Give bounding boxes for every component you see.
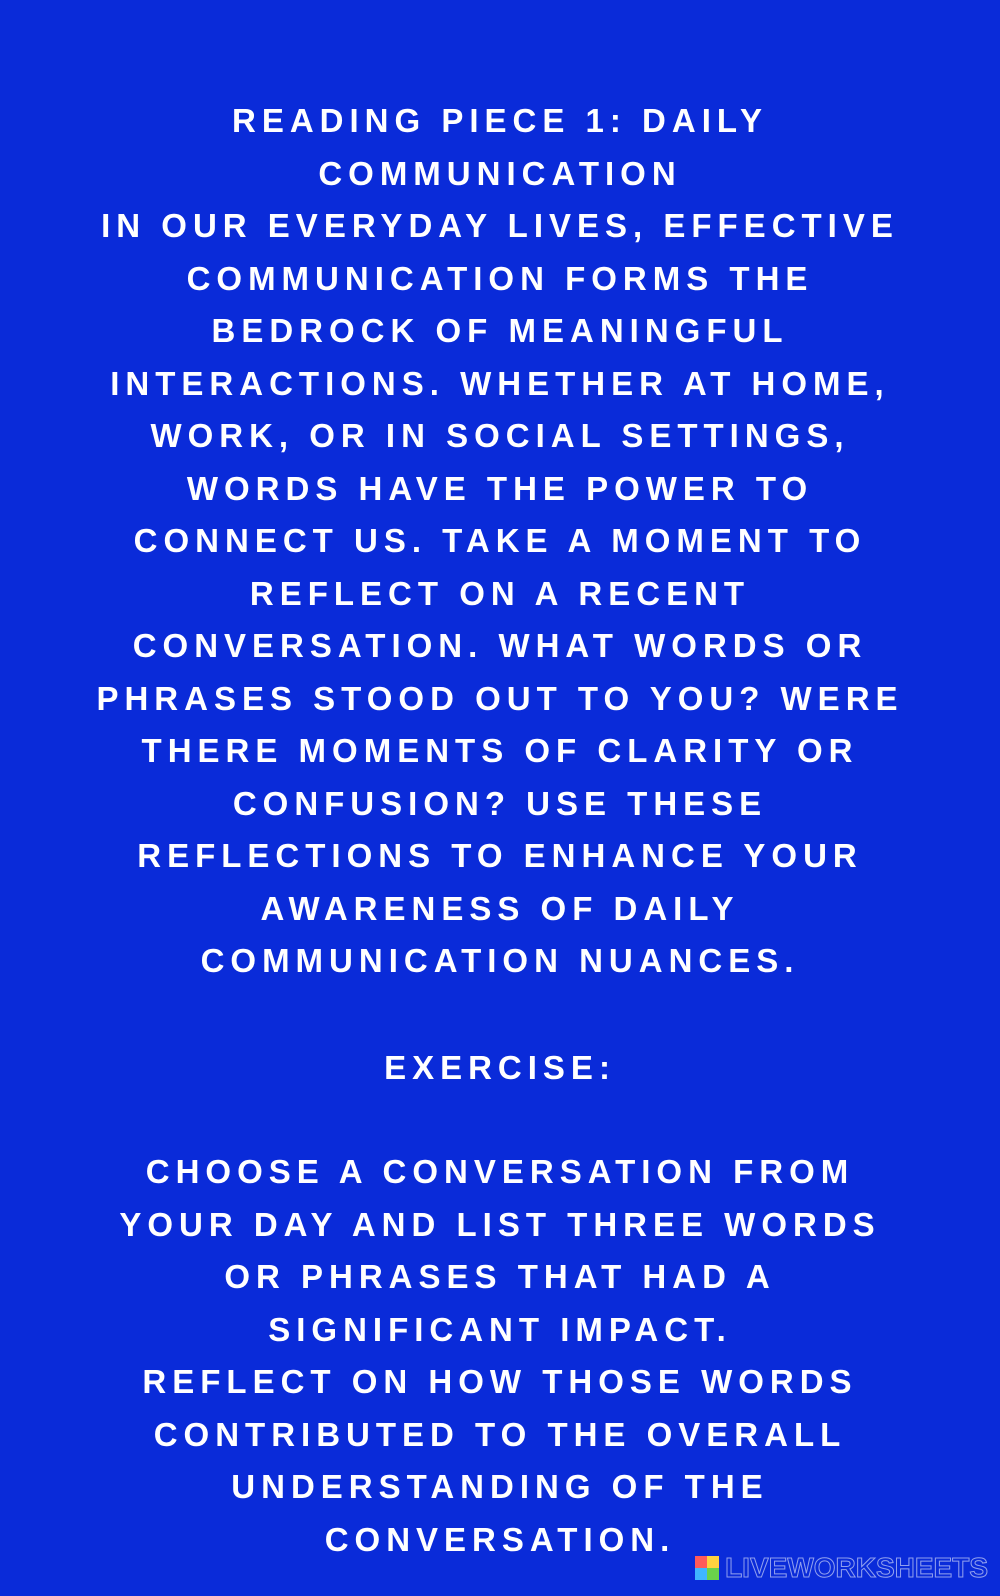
reading-line: REFLECTIONS TO ENHANCE YOUR <box>137 837 863 874</box>
exercise-line: SIGNIFICANT IMPACT. <box>268 1310 732 1348</box>
exercise-heading: EXERCISE: <box>384 1049 616 1086</box>
reading-line: COMMUNICATION FORMS THE <box>186 259 814 297</box>
reading-line: PHRASES STOOD OUT TO YOU? WERE <box>96 679 904 717</box>
reading-line: CONVERSATION. WHAT WORDS OR <box>132 627 868 664</box>
reading-title-line: READING PIECE 1: DAILY <box>231 102 769 139</box>
reading-line: IN OUR EVERYDAY LIVES, EFFECTIVE <box>101 207 899 244</box>
reading-line: WORDS HAVE THE POWER TO <box>186 469 814 507</box>
reading-line: WORK, OR IN SOCIAL SETTINGS, <box>150 417 850 454</box>
reading-line: AWARENESS OF DAILY <box>260 889 740 927</box>
watermark-text: LIVEWORKSHEETS <box>725 1552 988 1583</box>
exercise-line: REFLECT ON HOW THOSE WORDS <box>142 1363 858 1400</box>
exercise-line: CONVERSATION. <box>324 1520 676 1558</box>
exercise-section-header <box>60 1042 940 1095</box>
exercise-line: CHOOSE A CONVERSATION FROM <box>145 1153 855 1190</box>
exercise-line: UNDERSTANDING OF THE <box>231 1468 769 1505</box>
reading-piece <box>60 95 940 988</box>
liveworksheets-watermark <box>695 1552 988 1584</box>
reading-line: THERE MOMENTS OF CLARITY OR <box>141 732 859 769</box>
exercise-line: OR PHRASES THAT HAD A <box>224 1258 776 1295</box>
liveworksheets-logo-icon <box>695 1556 719 1580</box>
exercise-instructions <box>60 1146 940 1566</box>
reading-title-line: COMMUNICATION <box>318 154 682 192</box>
reading-line: INTERACTIONS. WHETHER AT HOME, <box>110 364 890 402</box>
reading-line: REFLECT ON A RECENT <box>249 574 751 612</box>
exercise-line: CONTRIBUTED TO THE OVERALL <box>153 1415 847 1453</box>
reading-line: CONNECT US. TAKE A MOMENT TO <box>133 522 867 559</box>
exercise-line: YOUR DAY AND LIST THREE WORDS <box>119 1205 881 1243</box>
reading-line: BEDROCK OF MEANINGFUL <box>211 312 789 349</box>
reading-line: CONFUSION? USE THESE <box>232 784 768 822</box>
reading-line: COMMUNICATION NUANCES. <box>200 942 800 979</box>
